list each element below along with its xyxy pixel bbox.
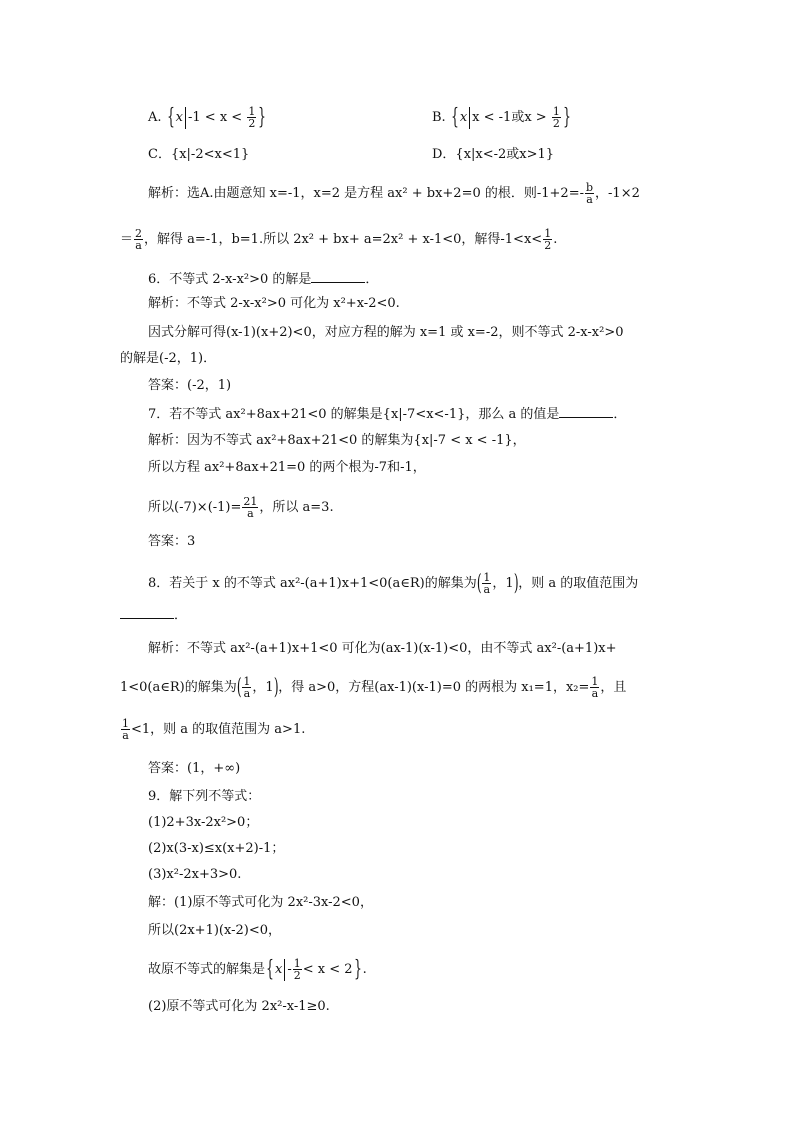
answer-blank (120, 606, 174, 619)
q5-analysis-line2: ＝ $\frac{2}{a}$ ，解得 a=-1，b=1.所以 2x² + bx+ a=2x² + x-1<0，解得-1<x< $\frac{1}{2}$ . (120, 227, 558, 252)
q9-part1: (1)2+3x-2x²>0； (148, 815, 259, 830)
q8-analysis-line2: 1<0(a∈R)的解集为( $\frac{1}{a}$ ，1)，得 a>0，方程(ax-1)(x-1)=0 的两根为 x₁=1，x₂= $\frac{1}{a}$ ，且 (120, 674, 627, 700)
q6-analysis-line2: 因式分解可得(x-1)(x+2)<0，对应方程的解为 x=1 或 x=-2，则不等式 2-x-x²>0 (148, 325, 624, 340)
q9-part3: (3)x²-2x+3>0. (148, 867, 242, 882)
answer-blank (559, 405, 613, 418)
q9-solution-line1: 解：(1)原不等式可化为 2x²-3x-2<0， (148, 895, 373, 910)
q8-question: 8．若关于 x 的不等式 ax²-(a+1)x+1<0(a∈R)的解集为( $\frac{1}{a}$ ，1)，则 a 的取值范围为 (148, 570, 639, 596)
option-a-fraction: $\frac{1}{2}$ (248, 105, 256, 130)
q6-answer: 答案：(-2，1) (148, 378, 232, 393)
q9-solution-line2: 所以(2x+1)(x-2)<0， (148, 923, 281, 938)
option-a-label: A. (148, 110, 162, 125)
option-b-fraction: $\frac{1}{2}$ (552, 105, 560, 130)
q9-solution-line3: 故原不等式的解集是{x - $\frac{1}{2}$ < x < 2}. (148, 956, 367, 982)
option-b: B. {x x < -1或x > $\frac{1}{2}$ } (432, 104, 571, 130)
option-c: C．{x|-2<x<1} (148, 147, 250, 162)
q7-analysis-line3: 所以(-7)×(-1)= $\frac{21}{a}$ ，所以 a=3. (148, 495, 334, 520)
q8-answer: 答案：(1，+∞) (148, 761, 241, 776)
q8-analysis-line3: $\frac{1}{a}$ <1，则 a 的取值范围为 a>1. (122, 717, 306, 742)
q7-analysis-line2: 所以方程 ax²+8ax+21=0 的两个根为-7和-1， (148, 460, 426, 475)
q9-question: 9．解下列不等式： (148, 789, 261, 804)
option-a: A. {x -1 < x < $\frac{1}{2}$ } (148, 104, 267, 130)
option-b-label: B. (432, 110, 446, 125)
option-d: D．{x|x<-2或x>1} (432, 147, 555, 162)
q5-analysis-line1: 解析：选A.由题意知 x=-1，x=2 是方程 ax² + bx+2=0 的根．则-1+2=- $\frac{b}{a}$ ，-1×2 (148, 181, 640, 206)
q7-analysis: 解析：因为不等式 ax²+8ax+21<0 的解集为{x|-7 < x < -1}， (148, 433, 526, 448)
answer-blank (311, 270, 365, 283)
q7-answer: 答案：3 (148, 534, 196, 549)
q6-analysis: 解析：不等式 2-x-x²>0 可化为 x²+x-2<0. (148, 296, 400, 311)
q8-question-blank-line: ． (120, 606, 187, 625)
q6-analysis-line3: 的解是(-2，1)． (120, 351, 217, 366)
q9-solution-line4: (2)原不等式可化为 2x²-x-1≥0. (148, 999, 330, 1014)
q7-question: 7．若不等式 ax²+8ax+21<0 的解集是{x|-7<x<-1}，那么 a 的值是 ． (148, 407, 627, 422)
q9-part2: (2)x(3-x)≤x(x+2)-1； (148, 841, 285, 856)
q8-analysis-line1: 解析：不等式 ax²-(a+1)x+1<0 可化为(ax-1)(x-1)<0，由不等式 ax²-(a+1)x+ (148, 641, 617, 656)
q6-question: 6．不等式 2-x-x²>0 的解是 ． (148, 272, 379, 287)
